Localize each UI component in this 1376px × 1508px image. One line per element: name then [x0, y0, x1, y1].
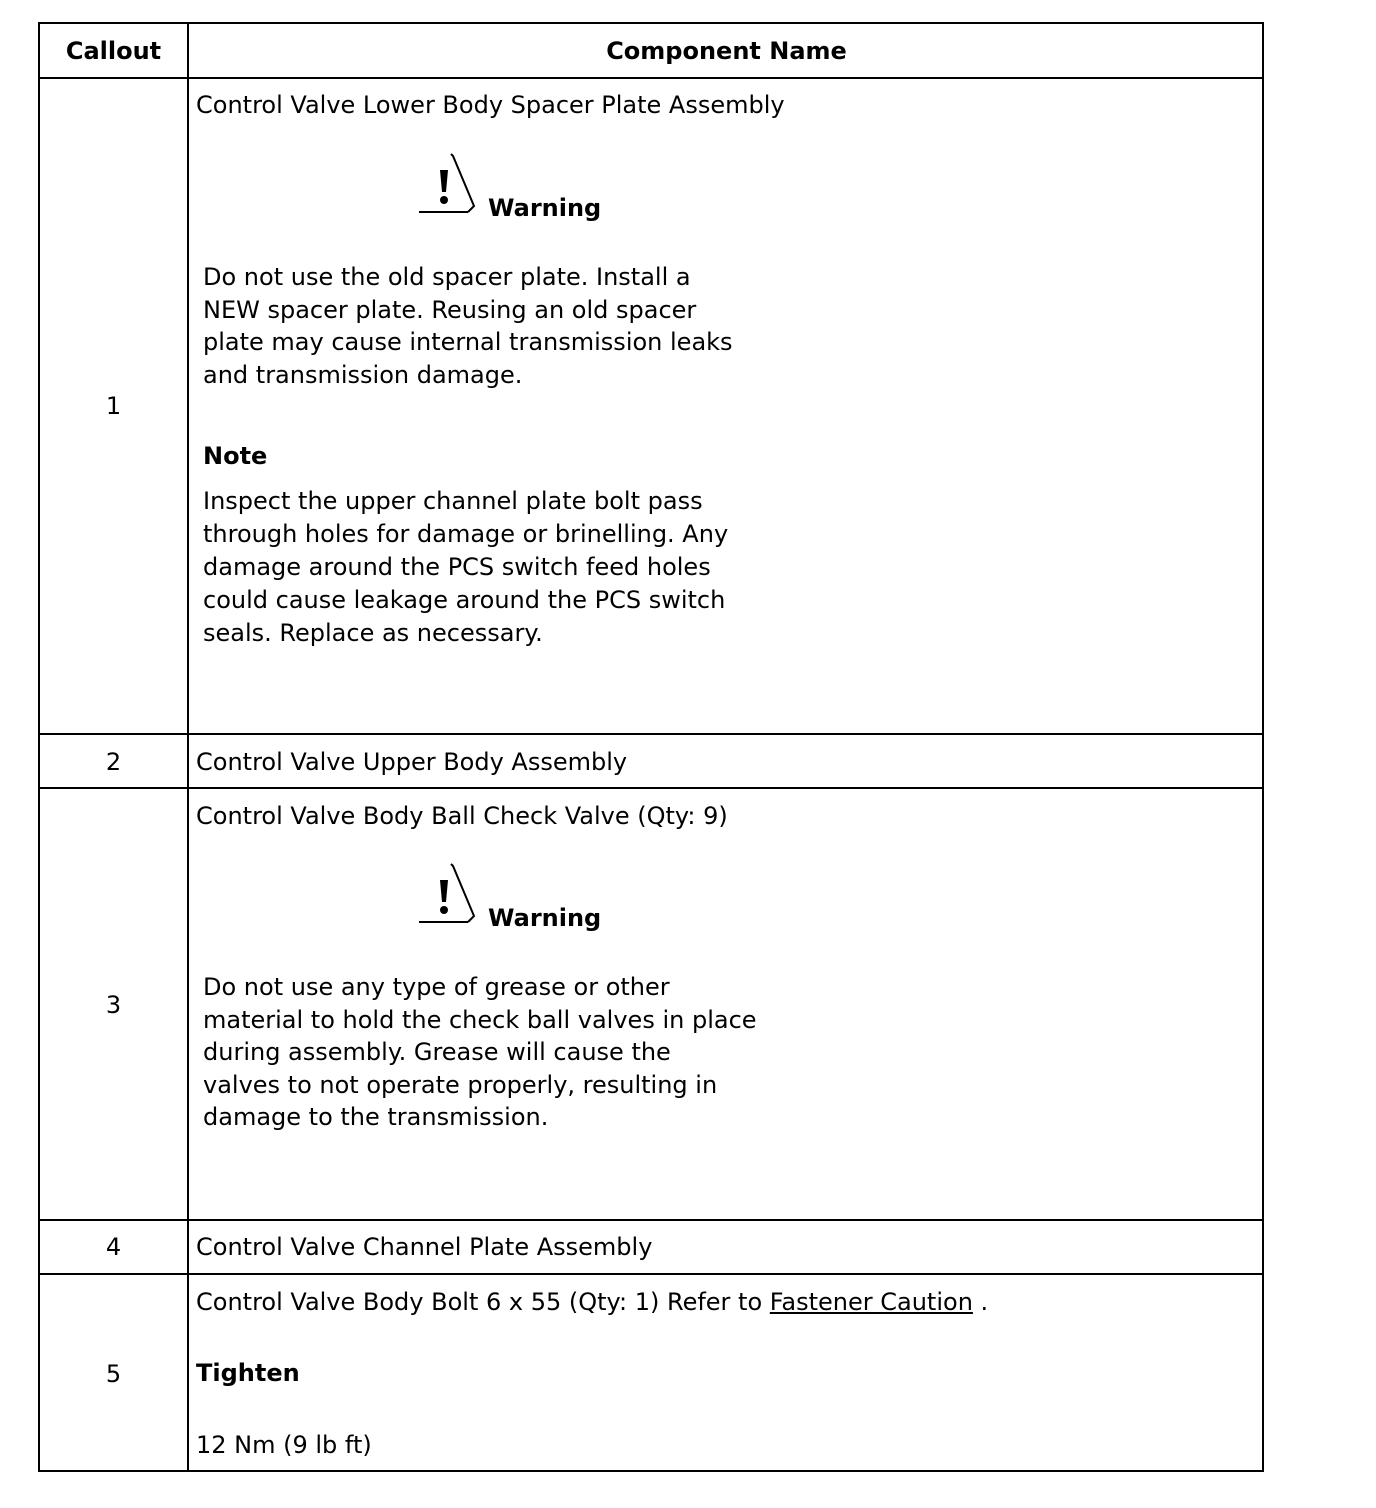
warning-label-1: Warning [488, 194, 602, 222]
header-component-name: Component Name [606, 37, 847, 65]
callout-2: 2 [105, 748, 122, 776]
component-name-1: Control Valve Lower Body Spacer Plate Assembly [196, 91, 785, 119]
row-divider [40, 1219, 1262, 1221]
warning-text: material to hold the check ball valves in place [203, 1006, 757, 1034]
column-divider [187, 24, 189, 1470]
warning-text: plate may cause internal transmission leaks [203, 328, 733, 356]
warning-text: damage to the transmission. [203, 1103, 549, 1131]
callout-3: 3 [105, 991, 122, 1019]
warning-triangle-icon [418, 152, 478, 218]
warning-text: during assembly. Grease will cause the [203, 1038, 671, 1066]
callout-1: 1 [105, 392, 122, 420]
fastener-caution-link[interactable]: Fastener Caution [769, 1288, 973, 1316]
component-name-3: Control Valve Body Ball Check Valve (Qty: 9) [196, 802, 728, 830]
note-text: through holes for damage or brinelling. Any [203, 520, 729, 548]
components-table [38, 22, 1264, 1472]
row-divider [40, 77, 1262, 79]
warning-text: Do not use any type of grease or other [203, 973, 670, 1001]
warning-text: and transmission damage. [203, 361, 523, 389]
row-divider [40, 787, 1262, 789]
warning-label-3: Warning [488, 904, 602, 932]
component-name-text: Control Valve Body Bolt 6 x 55 (Qty: 1) Refer to [196, 1288, 763, 1316]
header-callout: Callout [65, 37, 162, 65]
warning-text: Do not use the old spacer plate. Install a [203, 263, 691, 291]
note-text: could cause leakage around the PCS switch [203, 586, 726, 614]
callout-4: 4 [105, 1233, 122, 1261]
callout-5: 5 [105, 1360, 122, 1388]
period: . [980, 1288, 989, 1316]
tighten-label: Tighten [196, 1359, 300, 1387]
warning-text: valves to not operate properly, resulting in [203, 1071, 718, 1099]
row-divider [40, 733, 1262, 735]
warning-text: NEW spacer plate. Reusing an old spacer [203, 296, 697, 324]
row-divider [40, 1273, 1262, 1275]
torque-value: 12 Nm (9 lb ft) [196, 1431, 372, 1459]
note-label: Note [203, 442, 268, 470]
note-text: damage around the PCS switch feed holes [203, 553, 711, 581]
component-name-2: Control Valve Upper Body Assembly [196, 748, 628, 776]
note-text: Inspect the upper channel plate bolt pass [203, 487, 703, 515]
warning-triangle-icon [418, 862, 478, 928]
component-name-5 [196, 1286, 988, 1319]
note-text: seals. Replace as necessary. [203, 619, 543, 647]
component-name-4: Control Valve Channel Plate Assembly [196, 1233, 653, 1261]
